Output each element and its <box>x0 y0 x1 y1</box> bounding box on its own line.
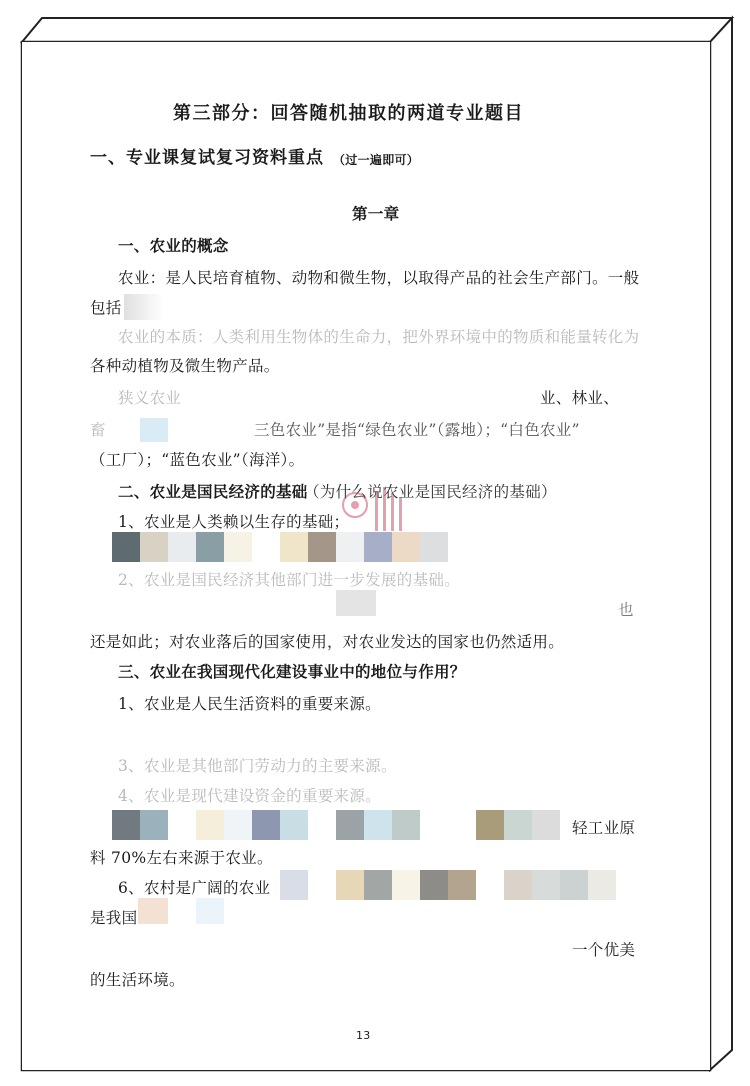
section-note: （过一遍即可） <box>333 153 420 167</box>
para-role-4: 4、农业是现代建设资金的重要来源。 <box>118 787 381 805</box>
para-role-6: 6、农村是广阔的农业 <box>118 879 271 897</box>
chapter-heading: 第一章 <box>352 205 400 223</box>
para-narrow-start: 狭义农业 <box>118 389 182 407</box>
watermark-logo <box>335 485 405 535</box>
para-definition-cont: 包括 <box>90 299 122 317</box>
page-number: 13 <box>356 1029 371 1042</box>
para-basis-1: 1、农业是人类赖以生存的基础； <box>118 513 350 531</box>
para-role-7-tail: 一个优美 <box>572 941 636 959</box>
blur-patch <box>336 590 376 616</box>
heading-concept: 一、农业的概念 <box>118 237 229 255</box>
para-role-5-tail: 轻工业原 <box>572 819 636 837</box>
section-heading: 一、专业课复试复习资料重点 <box>90 148 324 168</box>
page-title: 第三部分：回答随机抽取的两道专业题目 <box>173 103 524 124</box>
para-role-6-cont: 是我国 <box>90 909 138 927</box>
mosaic-blur <box>112 532 448 562</box>
para-essence: 农业的本质：人类利用生物体的生命力，把外界环境中的物质和能量转化为 <box>118 328 640 346</box>
para-role-5-cont: 料 70%左右来源于农业。 <box>90 849 273 867</box>
para-role-3: 3、农业是其他部门劳动力的主要来源。 <box>118 757 397 775</box>
para-three-mid: 三色农业”是指“绿色农业”（露地）；“白色农业” <box>254 421 580 439</box>
para-definition: 农业：是人民培育植物、动物和微生物，以取得产品的社会生产部门。一般 <box>118 269 640 287</box>
para-basis-2: 2、农业是国民经济其他部门进一步发展的基础。 <box>118 571 460 589</box>
mosaic-blur <box>280 870 616 900</box>
para-essence-cont: 各种动植物及微生物产品。 <box>90 357 280 375</box>
heading-role: 三、农业在我国现代化建设事业中的地位与作用？ <box>118 663 466 681</box>
para-three-end: （工厂）；“蓝色农业”（海洋）。 <box>90 451 305 469</box>
blur-patch <box>124 294 164 320</box>
heading-basis-note: （为什么说农业是国民经济的基础） <box>304 483 557 501</box>
para-narrow-end: 业、林业、 <box>540 389 620 407</box>
para-three-start: 畜 <box>90 421 106 439</box>
para-basis-4: 还是如此；对农业落后的国家使用，对农业发达的国家也仍然适用。 <box>90 633 565 651</box>
para-basis-3-tail: 也 <box>618 601 634 619</box>
mosaic-blur <box>112 810 560 840</box>
blur-patch <box>140 418 168 442</box>
heading-basis: 二、农业是国民经济的基础 <box>118 483 308 501</box>
blur-patch <box>138 898 168 924</box>
blur-patch <box>196 898 224 924</box>
para-role-1: 1、农业是人民生活资料的重要来源。 <box>118 695 381 713</box>
para-role-7-cont: 的生活环境。 <box>90 971 185 989</box>
